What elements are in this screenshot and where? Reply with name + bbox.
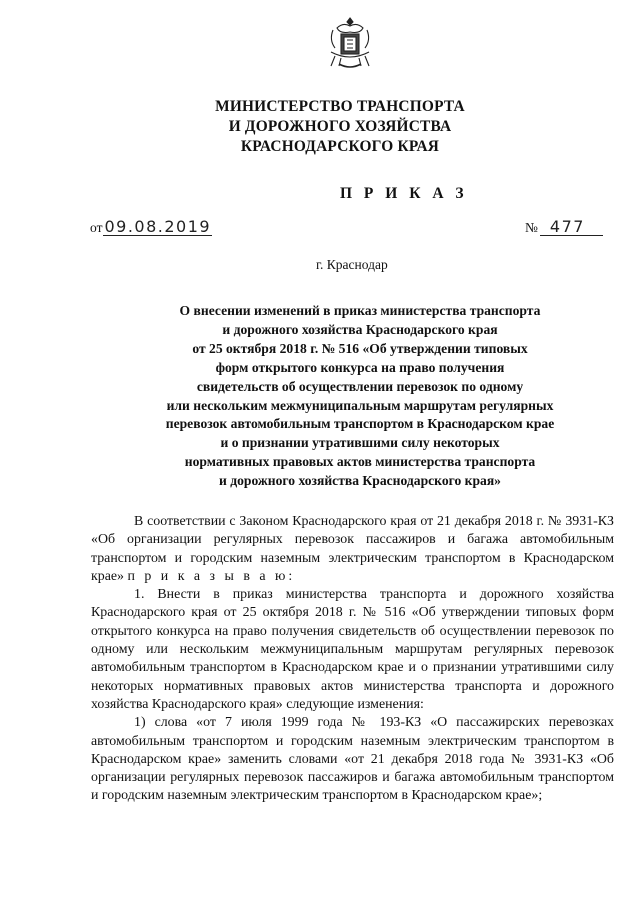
date-prefix: от: [90, 220, 103, 235]
number-prefix: №: [525, 220, 538, 235]
title-line: О внесении изменений в приказ министерства транспорта: [179, 303, 541, 318]
title-line: и дорожного хозяйства Краснодарского края»: [219, 473, 501, 489]
coat-of-arms-icon: [327, 14, 373, 70]
city: г. Краснодар: [316, 257, 388, 272]
document-title: [100, 302, 620, 491]
order-word: п р и к а з ы в а ю:: [127, 568, 296, 584]
title-line: и о признании утратившими силу некоторых: [220, 435, 500, 451]
paragraph-preamble: [91, 513, 614, 586]
date-value: 09.08.2019: [104, 217, 212, 236]
ministry-line-2: И ДОРОЖНОГО ХОЗЯЙСТВА: [228, 118, 452, 135]
title-line: свидетельств об осуществлении перевозок по одному: [196, 378, 524, 394]
order-title: П Р И К А З: [340, 185, 468, 202]
ministry-name: [0, 97, 640, 157]
title-line: от 25 октября 2018 г. № 516 «Об утверждении типовых: [192, 340, 528, 356]
preamble-text: В соответствии с Законом Краснодарского края от 21 декабря 2018 г. № 3931-КЗ «Об организации регулярных перевозок пассажиров и багажа автомобильным транспортом и городским наземным электрическим транспортом в Краснодарском крае»: [91, 514, 614, 584]
paragraph-item-1: 1. Внести в приказ министерства транспорта и дорожного хозяйства Краснодарского края от 25 октября 2018 г. № 516 «Об утверждении типовых форм открытого конкурса на право получения свидетельств об осуществлении перевозок по одному или нескольким межмуниципальным маршрутам регулярных перевозок автомобильным транспортом в Краснодарском крае и о признании утратившими силу некоторых нормативных правовых актов министерства транспорта и дорожного хозяйства Краснодарского края» следующие изменения:: [91, 587, 614, 712]
paragraph-subitem-1: 1) слова «от 7 июля 1999 года № 193-КЗ «О пассажирских перевозках автомобильным транспортом и городским наземным электрическим транспортом в Краснодарском крае» заменить словами «от 21 декабря 2018 года № 3931-КЗ «Об организации регулярных перевозок пассажиров и багажа автомобильным транспортом и городским наземным электрическим транспортом в Краснодарском крае»;: [91, 715, 614, 804]
order-number: [525, 219, 603, 236]
order-date: [90, 219, 212, 236]
title-line: форм открытого конкурса на право получения: [215, 359, 505, 375]
title-line: перевозок автомобильным транспортом в Краснодарском крае: [165, 416, 555, 432]
title-line: или нескольким межмуниципальным маршрутам регулярных: [166, 397, 554, 413]
ministry-line-3: КРАСНОДАРСКОГО КРАЯ: [240, 138, 440, 155]
title-line: и дорожного хозяйства Краснодарского края: [222, 321, 498, 337]
number-value: 477: [540, 219, 603, 236]
title-line: нормативных правовых актов министерства транспорта: [184, 454, 536, 470]
ministry-line-1: МИНИСТЕРСТВО ТРАНСПОРТА: [215, 98, 465, 115]
document-body: [91, 513, 614, 806]
